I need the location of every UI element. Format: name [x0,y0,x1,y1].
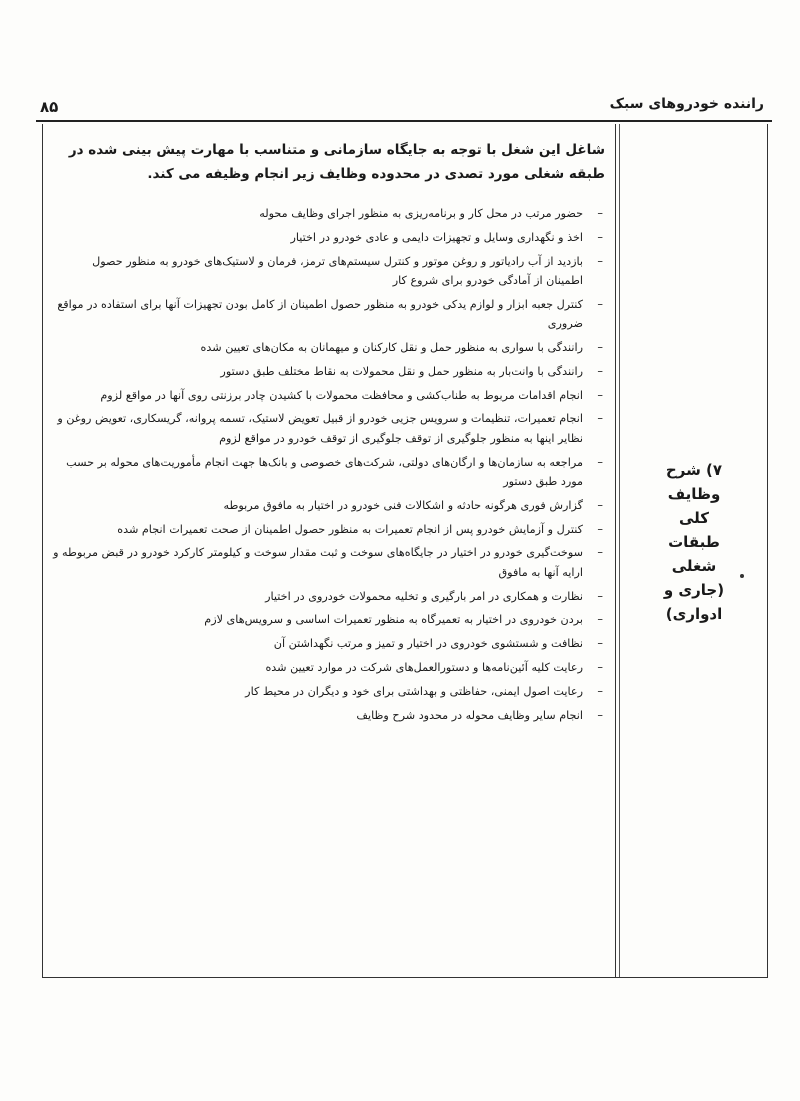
duties-list [53,204,605,725]
section-label-line: طبقات [668,533,720,551]
duty-text: انجام اقدامات مربوط به طناب‌کشی و محافظت محمولات با کشیدن چادر برزنتی روی آنها در مواقع لزوم [100,388,583,402]
dash-bullet: – [597,207,603,220]
duty-item [53,228,605,247]
dash-bullet: – [597,254,603,268]
duty-item [53,496,605,515]
dash-bullet: – [597,546,603,560]
section-label [621,458,767,626]
dash-bullet: – [597,364,603,378]
dash-bullet: – [597,660,603,674]
duty-item [53,682,605,701]
dash-bullet: – [597,230,603,244]
dash-bullet: – [597,589,603,603]
header-rule [36,120,772,122]
duty-item [53,338,605,357]
page-number: ۸۵ [40,98,59,116]
section-label-line: (جاری و [663,581,725,599]
dash-bullet: – [597,388,603,402]
header-title: راننده خودروهای سبک [609,96,764,112]
dash-bullet: – [597,297,603,311]
dash-bullet: – [597,455,603,469]
duty-text: سوخت‌گیری خودرو در اختیار در جایگاه‌های سوخت و ثبت مقدار سوخت و کیلومتر کارکرد خودرو در قبض مربوطه و ارایه آنها به مافوق [53,546,583,579]
duty-item [53,453,605,492]
duty-text: مراجعه به سازمان‌ها و ارگان‌های دولتی، شرکت‌های خصوصی و بانک‌ها جهت انجام مأموریت‌های محوله بر حسب مورد طبق دستور [66,455,583,488]
duty-text: اخذ و نگهداری وسایل و تجهیزات دایمی و عادی خودرو در اختیار [290,230,583,244]
duty-text: حضور مرتب در محل کار و برنامه‌ریزی به منظور اجرای وظایف محوله [259,207,583,220]
dash-bullet: – [597,341,603,354]
dash-bullet: – [597,412,603,426]
duty-item [53,610,605,629]
section-label-line: وظایف [667,485,721,503]
duty-item [53,543,605,582]
section-label-line: ۷) شرح [665,461,723,479]
duty-text: گزارش فوری هرگونه حادثه و اشکالات فنی خودرو در اختیار به مافوق مربوطه [223,498,583,512]
dash-bullet: – [597,708,603,722]
column-divider [615,124,616,977]
duty-item [53,386,605,405]
duty-text: بازدید از آب رادیاتور و روغن موتور و کنترل سیستم‌های ترمز، فرمان و لاستیک‌های خودرو به منظور حصول اطمینان از آمادگی خودرو برای شروع کار [92,254,583,287]
duty-item [53,706,605,725]
duty-item [53,204,605,223]
duty-item [53,252,605,291]
duties-content [53,138,605,729]
duty-item [53,587,605,606]
dash-bullet: – [597,684,603,698]
dash-bullet: – [597,637,603,651]
duty-text: رانندگی با وانت‌بار به منظور حمل و نقل محمولات به نقاط مختلف طبق دستور [220,364,583,378]
duty-item [53,658,605,677]
duty-text: رعایت اصول ایمنی، حفاظتی و بهداشتی برای خود و دیگران در محیط کار [245,684,583,698]
margin-dot [740,574,744,578]
duty-text: رانندگی با سواری به منظور حمل و نقل کارکنان و میهمانان به مکان‌های تعیین شده [200,341,583,354]
duty-item [53,634,605,653]
duty-item [53,295,605,334]
section-label-line: کلی [678,509,710,527]
dash-bullet: – [597,613,603,627]
section-label-line: ادواری) [665,605,723,623]
duty-item [53,362,605,381]
duty-item [53,409,605,448]
duty-text: کنترل جعبه ابزار و لوازم یدکی خودرو به منظور حصول اطمینان از کامل بودن تجهیزات آنها برای استفاده در مواقع ضروری [57,297,583,331]
section-label-line: شغلی [671,557,717,575]
duty-text: نظارت و همکاری در امر بارگیری و تخلیه محمولات خودروی در اختیار [265,589,583,603]
intro-paragraph: شاغل این شغل با توجه به جایگاه سازمانی و متناسب با مهارت پیش بینی شده در طبقه شغلی مورد تصدی در محدوده وظایف زیر انجام وظیفه می کند. [68,142,605,182]
duty-text: کنترل و آزمایش خودرو پس از انجام تعمیرات به منظور حصول اطمینان از صحت تعمیرات انجام شده [117,522,583,536]
duties-table [42,124,768,978]
duty-item [53,520,605,539]
duty-text: رعایت کلیه آئین‌نامه‌ها و دستورالعمل‌های شرکت در موارد تعیین شده [265,660,583,674]
duty-text: انجام تعمیرات، تنظیمات و سرویس جزیی خودرو از قبیل تعویض لاستیک، تسمه پروانه، گریسکاری، تعویض روغن و نظایر اینها به منظور جلوگیری از توقف جلوگیری از توقف خودرو در مواقع لزوم [57,412,583,445]
dash-bullet: – [597,522,603,536]
dash-bullet: – [597,498,603,512]
duty-text: انجام سایر وظایف محوله در محدود شرح وظایف [356,708,583,722]
duty-text: بردن خودروی در اختیار به تعمیرگاه به منظور تعمیرات اساسی و سرویس‌های لازم [204,613,583,627]
duty-text: نظافت و شستشوی خودروی در اختیار و تمیز و مرتب نگهداشتن آن [273,637,583,651]
column-divider-inner [619,124,620,977]
